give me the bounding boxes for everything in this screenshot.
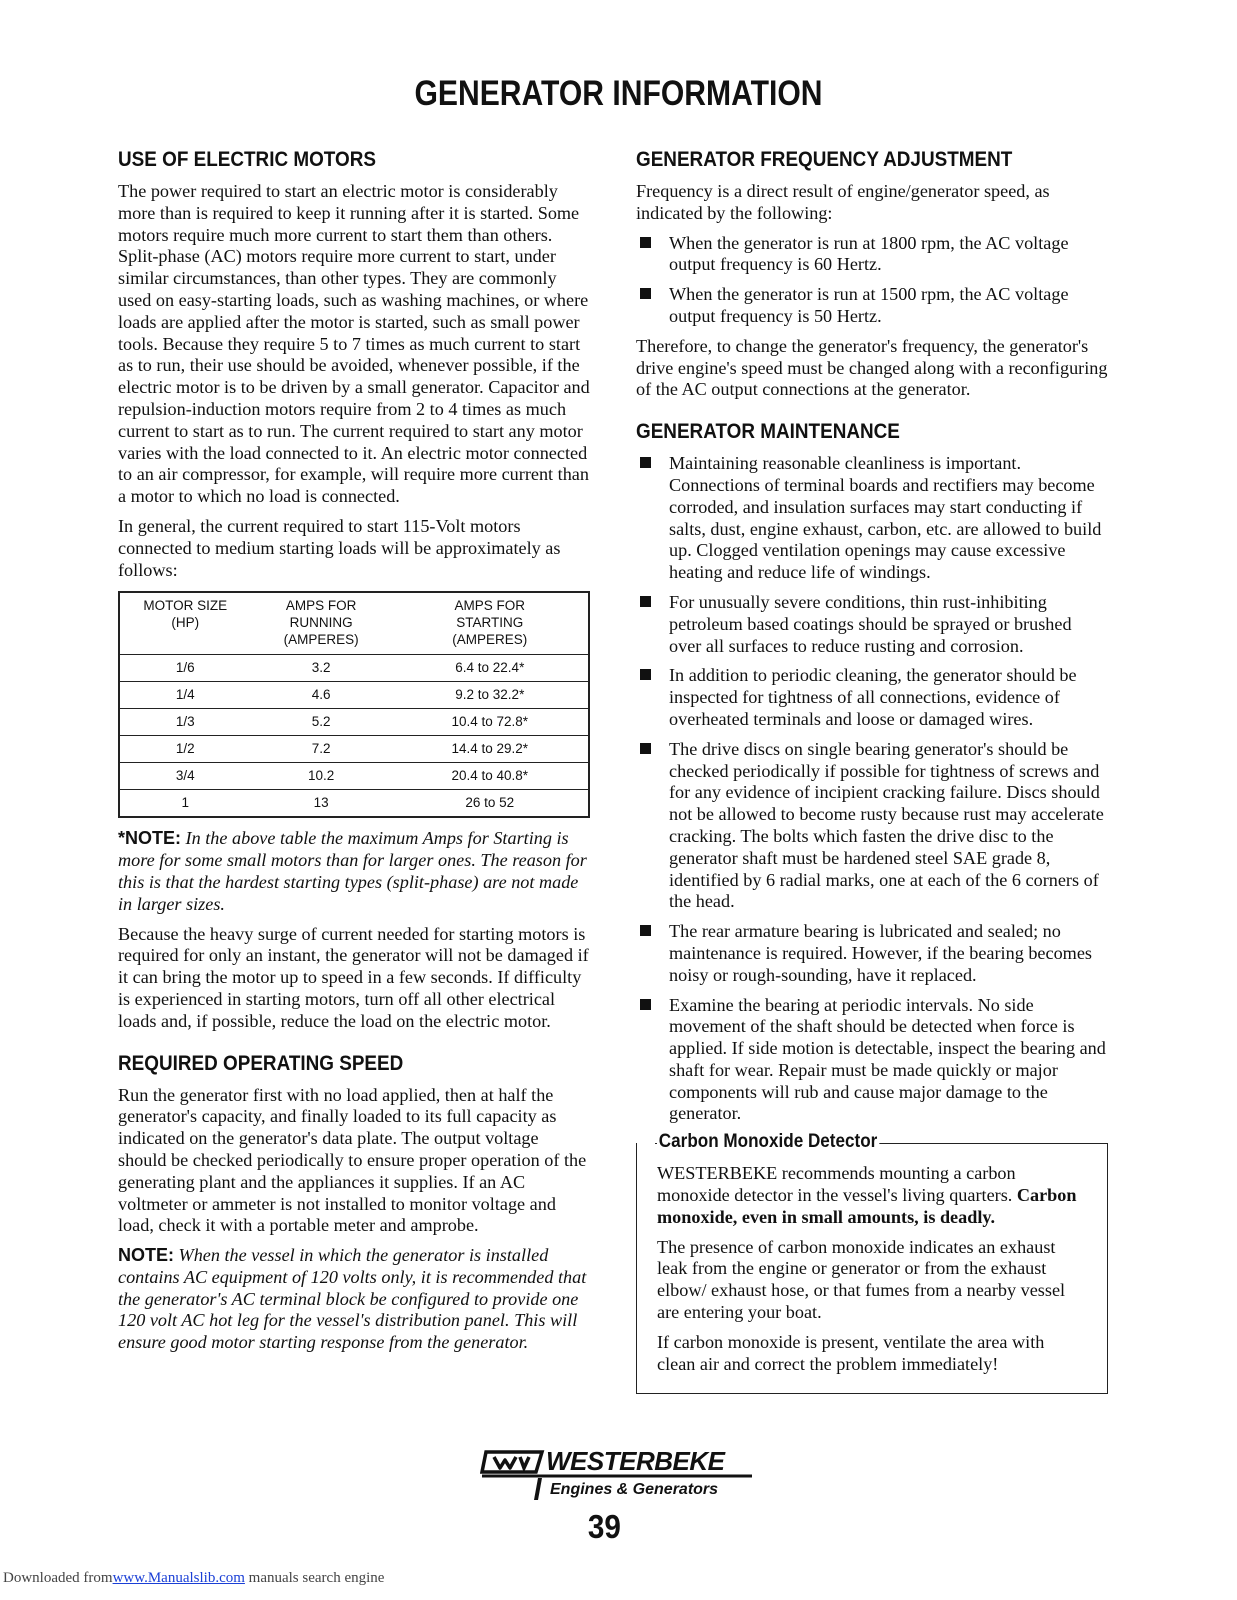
table-cell: 14.4 to 29.2* [392, 736, 589, 763]
paragraph: Because the heavy surge of current needed for starting motors is required for only an instant, the generator will not be damaged if it can bring the motor up to speed in a few seconds. If difficulty is experienced in starting motors, turn off all other electrical loads and, if possible, reduce the load on the electric motor. [118, 923, 589, 1031]
list-item [636, 665, 1108, 730]
table-row [119, 709, 589, 736]
callout-paragraph [657, 1163, 1087, 1228]
paragraph: Frequency is a direct result of engine/generator speed, as indicated by the following: [636, 181, 1050, 223]
download-footer [3, 1570, 384, 1587]
table-header-cell: AMPS FOR STARTING (AMPERES) [392, 592, 589, 655]
frequency-section [636, 147, 1108, 401]
table-row [119, 763, 589, 790]
list-item-text: Maintaining reasonable cleanliness is important. Connections of terminal boards and rectifiers may become corroded, and insulation surfaces may start conducting if salts, dust, engine exhaust, carbon, etc. are allowed to build up. Clogged ventilation openings may cause excessive heating and reduce life of windings. [669, 453, 1102, 583]
page-number: 39 [587, 1508, 621, 1545]
list-item-text: When the generator is run at 1800 rpm, the AC voltage output frequency is 60 Hertz. [669, 232, 1069, 275]
maintenance-bullet-list [636, 453, 1108, 1125]
table-cell: 5.2 [251, 709, 392, 736]
list-item [636, 739, 1108, 913]
table-cell: 1/3 [119, 709, 251, 736]
section-heading-operating-speed: REQUIRED OPERATING SPEED [118, 1051, 404, 1075]
table-cell: 13 [313, 795, 329, 811]
table-cell: 1/4 [119, 682, 251, 709]
logo-brand: WESTERBEKE [546, 1446, 725, 1476]
square-bullet-icon [640, 596, 651, 607]
list-item-text: For unusually severe conditions, thin rust-inhibiting petroleum based coatings should be sprayed or brushed over all surfaces to reduce rusting and corrosion. [669, 591, 1072, 656]
callout-text: WESTERBEKE recommends mounting a carbon monoxide detector in the vessel's living quarters. [657, 1163, 1016, 1206]
paragraph: Run the generator first with no load applied, then at half the generator's capacity, and finally loaded to its full capacity as indicated on the generator's data plate. The output voltage should be checked periodically to ensure proper operation of the generating plant and the appliances it supplies. If an AC voltmeter or ammeter is not installed to monitor voltage and load, check it with a portable meter and amprobe. [118, 1084, 587, 1236]
list-item-text: When the generator is run at 1500 rpm, the AC voltage output frequency is 50 Hertz. [669, 284, 1069, 326]
callout-warning: Carbon monoxide, even in small amounts, is deadly. [657, 1185, 1077, 1227]
table-cell: 3.2 [251, 655, 392, 682]
table-cell: 10.4 to 72.8* [392, 709, 589, 736]
list-item-text: In addition to periodic cleaning, the generator should be inspected for tightness of all connections, evidence of overheated terminals and loose or damaged wires. [669, 665, 1077, 729]
table-cell: 3/4 [119, 763, 251, 790]
square-bullet-icon [640, 669, 651, 680]
frequency-bullet-list [636, 233, 1108, 328]
callout-paragraph: If carbon monoxide is present, ventilate the area with clean air and correct the problem immediately! [657, 1331, 1045, 1374]
table-row [119, 790, 589, 818]
left-column [118, 147, 590, 1362]
table-header-row [119, 592, 589, 655]
footer-prefix: Downloaded from [3, 1570, 113, 1586]
section-heading-frequency: GENERATOR FREQUENCY ADJUSTMENT [636, 148, 1013, 171]
paragraph: Therefore, to change the generator's frequency, the generator's drive engine's speed must be changed along with a reconfiguring of the AC output connections at the generator. [636, 335, 1108, 400]
table-cell: 20.4 to 40.8* [392, 763, 589, 790]
maintenance-section [636, 419, 1108, 1125]
logo-tagline: Engines & Generators [550, 1481, 719, 1498]
table-row [119, 736, 589, 763]
table-header-cell: AMPS FOR RUNNING (AMPERES) [251, 592, 392, 655]
table-cell: 4.6 [251, 682, 392, 709]
list-item [636, 592, 1108, 657]
list-item [636, 284, 1108, 328]
electric-motors-section [118, 147, 590, 1033]
paragraph: The power required to start an electric motor is considerably more than is required to keep it running after it is started. Some motors require much more current to start them than others. Split-phase (AC) motors require more current to start, under similar circumstances, than other types. They are commonly used on easy-starting loads, such as washing machines, or where loads are applied after the motor is started, such as small power tools. Because they require 5 to 7 times as much current to start as to run, their use should be avoided, whenever possible, if the electric motor is to be driven by a small generator. Capacitor and repulsion-induction motors require from 2 to 4 times as much current to start as to run. The current required to start any motor varies with the load connected to it. An electric motor connected to an air compressor, for example, will require more current than a motor to which no load is connected. [118, 181, 590, 507]
callout-title: Carbon Monoxide Detector [658, 1131, 878, 1153]
list-item-text: The rear armature bearing is lubricated and sealed; no maintenance is required. However, if the bearing becomes noisy or rough-sounding, have it replaced. [669, 921, 1092, 985]
note-label: *NOTE: [118, 828, 181, 849]
manualslib-link[interactable]: www.Manualslib.com [112, 1570, 245, 1586]
square-bullet-icon [640, 237, 651, 248]
section-heading-electric-motors: USE OF ELECTRIC MOTORS [118, 148, 376, 171]
table-cell: 1/6 [119, 655, 251, 682]
list-item [636, 453, 1108, 584]
table-cell: 1/2 [119, 736, 251, 763]
list-item-text: The drive discs on single bearing generator's should be checked periodically if possible for tightness of screws and for any evidence of incipient cracking failure. Discs should not be allowed to become rusty because rust may accelerate cracking. The bolts which fasten the drive disc to the generator shaft must be hardened steel SAE grade 8, identified by 6 radial marks, one at each of the 6 corners of the head. [669, 738, 1104, 912]
square-bullet-icon [640, 999, 651, 1010]
paragraph: In general, the current required to start 115-Volt motors connected to medium starting loads will be approximately as follows: [118, 515, 561, 580]
table-cell: 9.2 to 32.2* [392, 682, 589, 709]
list-item [636, 233, 1108, 277]
list-item-text: Examine the bearing at periodic intervals. No side movement of the shaft should be detected when force is applied. If side motion is detectable, inspect the bearing and shaft for wear. Repair must be made quickly or major components will rub and cause major damage to the generator. [669, 994, 1106, 1124]
table-row [119, 655, 589, 682]
westerbeke-logo [480, 1448, 755, 1504]
note-text: When the vessel in which the generator is installed contains AC equipment of 120 volts only, it is recommended that the generator's AC terminal block be configured to provide one 120 volt AC hot leg for the vessel's distribution panel. This will ensure good motor starting response from the generator. [118, 1245, 587, 1353]
list-item [636, 921, 1108, 986]
callout-paragraph: The presence of carbon monoxide indicates an exhaust leak from the engine or generator or from the exhaust elbow/ exhaust hose, or that fumes from a nearby vessel are entering your boat. [657, 1236, 1066, 1323]
table-cell: 7.2 [251, 736, 392, 763]
table-cell: 6.4 to 22.4* [392, 655, 589, 682]
table-cell: 1 [181, 795, 190, 811]
footer-suffix: manuals search engine [244, 1570, 385, 1586]
carbon-monoxide-callout [636, 1131, 1108, 1394]
note-text: In the above table the maximum Amps for Starting is more for some small motors than for larger ones. The reason for this is that the hardest starting types (split-phase) are not made in larger sizes. [118, 828, 587, 914]
motor-current-table [118, 591, 590, 818]
square-bullet-icon [640, 457, 651, 468]
square-bullet-icon [640, 288, 651, 299]
table-cell: 10.2 [251, 763, 392, 790]
table-note [118, 828, 590, 915]
note-label: NOTE: [118, 1245, 174, 1266]
section-heading-maintenance: GENERATOR MAINTENANCE [636, 420, 900, 444]
square-bullet-icon [640, 743, 651, 754]
operating-speed-section [118, 1051, 590, 1355]
page-title: GENERATOR INFORMATION [414, 74, 823, 113]
list-item [636, 995, 1108, 1126]
right-column [636, 147, 1108, 1394]
table-header-cell: MOTOR SIZE (HP) [119, 592, 251, 655]
table-cell: 26 to 52 [465, 795, 515, 811]
square-bullet-icon [640, 925, 651, 936]
speed-note [118, 1245, 590, 1354]
table-row [119, 682, 589, 709]
